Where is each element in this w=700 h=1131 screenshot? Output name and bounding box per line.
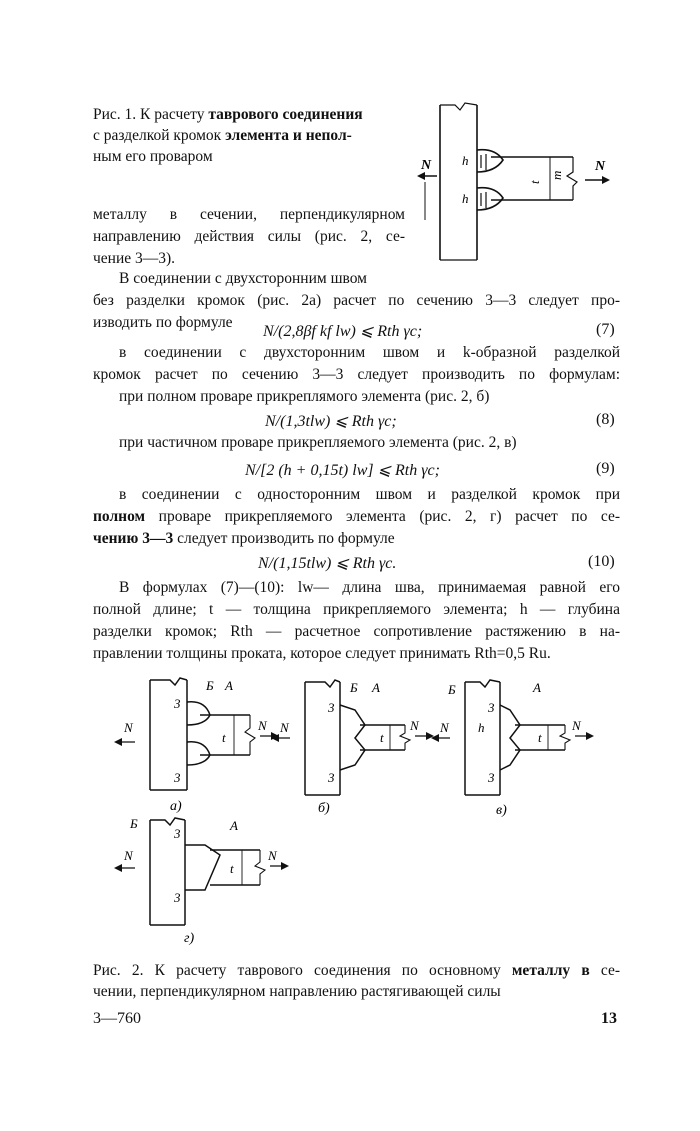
fig2b-label-A: А: [372, 680, 380, 695]
paragraph-1: металлу в сечении, перпендикулярном направлению действия силы (рис. 2, се- чение 3—3).: [93, 206, 405, 267]
fig2-caption: Рис. 2. К расчету таврового соединения по основному металлу в се- чении, перпендикулярном направлению растягивающей силы: [93, 962, 620, 1000]
fig1-label-h-bottom: h: [462, 191, 469, 206]
fig2b-label-3-bottom: 3: [328, 770, 335, 785]
fig2g-label-N-left: N: [124, 848, 133, 863]
fig2g-label-t: t: [230, 861, 234, 876]
equation-7: N/(2,8βf kf lw) ⩽ Rth γc;: [263, 323, 423, 340]
fig2-panel-g: [118, 818, 285, 925]
fig2a-label-3-top: 3: [174, 696, 181, 711]
equation-10-number: (10): [588, 553, 615, 570]
fig1-label-N-right: N: [595, 159, 606, 174]
page-number: 13: [601, 1010, 617, 1027]
fig2b-label-N-right: N: [410, 718, 419, 733]
paragraph-2: В соединении с двухсторонним швом без разделки кромок (рис. 2а) расчет по сечению 3—3 следует про- изводить по формуле: [93, 270, 620, 331]
equation-8: N/(1,3tlw) ⩽ Rth γc;: [265, 413, 397, 430]
fig2v-label-3-top: 3: [488, 700, 495, 715]
fig2g-label-B: Б: [130, 816, 138, 831]
paragraph-3: в соединении с двухсторонним швом и k-образной разделкой кромок расчет по сечению 3—3 следует производить по формулам: при полном проваре прикреплямого элемента (рис. 2, б): [93, 344, 620, 405]
equation-7-number: (7): [596, 321, 615, 338]
fig2-sub-b: б): [318, 801, 330, 816]
fig2v-label-B: Б: [448, 682, 456, 697]
paragraph-4: при частичном проваре прикрепляемого элемента (рис. 2, в): [119, 434, 517, 451]
equation-10: N/(1,15tlw) ⩽ Rth γc.: [258, 555, 397, 572]
fig2g-label-3-bottom: 3: [174, 890, 181, 905]
fig2-panel-v: [435, 680, 590, 795]
fig2-sub-g: г): [184, 931, 195, 946]
fig2a-label-A: А: [225, 678, 233, 693]
fig2a-label-N-right: N: [258, 718, 267, 733]
fig1-caption: Рис. 1. К расчету таврового соединения с разделкой кромок элемента и непол- ным его проваром: [93, 106, 363, 165]
fig2v-label-t: t: [538, 730, 542, 745]
fig2v-label-h: h: [478, 720, 485, 735]
fig1-label-N-left: N: [421, 158, 432, 173]
paragraph-6: В формулах (7)—(10): lw— длина шва, принимаемая равной его полной длине; t — толщина прикрепляемого элемента; h — глубина разделки кромок; Rth — расчетное сопротивление растяжению в на- правлении толщины проката, которое следует принимать Rth=0,5 Ru.: [93, 579, 620, 662]
fig1-label-m: m: [549, 170, 564, 180]
equation-9-number: (9): [596, 460, 615, 477]
fig2-drawings: [110, 670, 620, 960]
fig2v-label-A: А: [533, 680, 541, 695]
fig2v-label-3-bottom: 3: [488, 770, 495, 785]
fig1-label-t: t: [527, 180, 542, 184]
fig2v-label-N-left: N: [440, 720, 449, 735]
equation-9: N/[2 (h + 0,15t) lw] ⩽ Rth γc;: [245, 462, 440, 479]
fig2g-label-N-right: N: [268, 848, 277, 863]
sheet-code: 3—760: [93, 1010, 141, 1027]
fig2-panel-b: [275, 680, 430, 795]
fig2v-label-N-right: N: [572, 718, 581, 733]
fig1-drawing: [415, 100, 615, 270]
fig2-panel-a: [118, 678, 275, 790]
fig2g-label-3-top: 3: [174, 826, 181, 841]
fig2-sub-a: а): [170, 799, 182, 814]
fig2-sub-v: в): [496, 803, 507, 818]
fig2a-label-B: Б: [206, 678, 214, 693]
fig2b-label-N-left: N: [280, 720, 289, 735]
fig2g-label-A: А: [230, 818, 238, 833]
fig2a-label-3-bottom: 3: [174, 770, 181, 785]
fig2b-label-3-top: 3: [328, 700, 335, 715]
fig1-label-h-top: h: [462, 153, 469, 168]
fig2b-label-B: Б: [350, 680, 358, 695]
fig2b-label-t: t: [380, 730, 384, 745]
fig2a-label-t: t: [222, 730, 226, 745]
paragraph-5: в соединении с односторонним швом и разделкой кромок при полном проваре прикрепляемого элемента (рис. 2, г) расчет по се- чению 3—3 следует производить по формуле: [93, 486, 620, 547]
fig2a-label-N-left: N: [124, 720, 133, 735]
equation-8-number: (8): [596, 411, 615, 428]
